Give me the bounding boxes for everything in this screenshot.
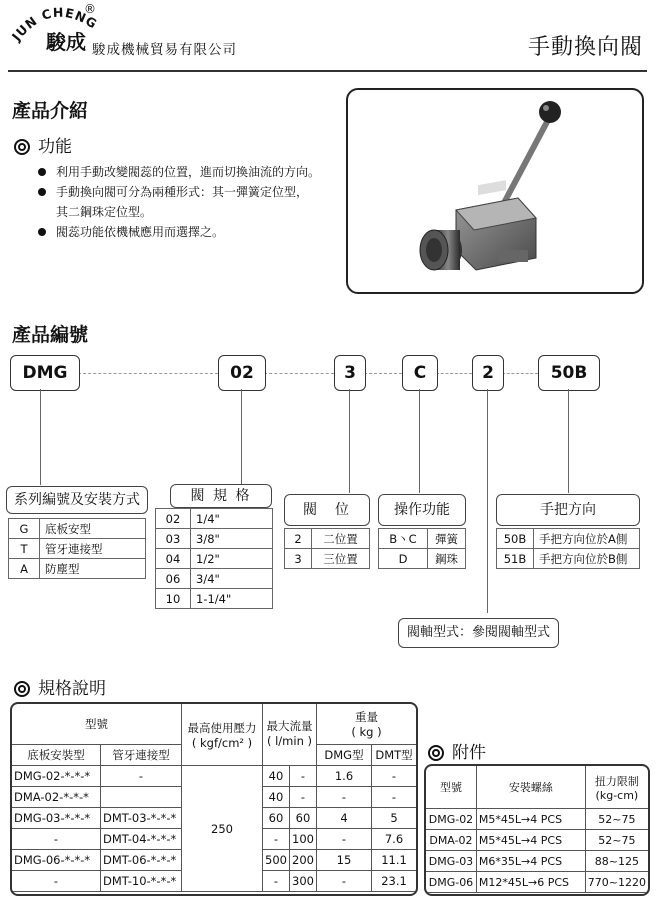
table-row: DMG-03-*-*-* DMT-03-*-*-* 60 60 4 5 [12,808,417,829]
bullet-3: 閥蕊功能依機械應用而選擇之。 [38,224,224,240]
handle-header: 手把方向 [496,494,640,526]
size-table [155,508,273,609]
page-title: 手動換向閥 [527,35,643,60]
registered-mark: ® [84,2,96,16]
handle-table [496,528,640,569]
dash-connector [364,373,402,374]
header-rule [8,70,647,72]
valve-illustration [348,90,642,292]
intro-section-title: 產品介紹 [12,100,89,122]
size-header: 閥 規 格 [170,484,272,508]
table-row: DMG-03 M6*35L→4 PCS 88~125 [426,851,649,872]
table-row: B丶C 彈簧 [379,529,466,549]
double-circle-icon [14,139,30,155]
table-row: 2 二位置 [285,529,370,549]
spec-section-title: 規格說明 [14,674,106,699]
table-row: DMG-02-*-*-* - 250 40 - 1.6 - [12,766,417,787]
table-row: T 管牙連接型 [9,539,146,559]
bullet-2: 手動換向閥可分為兩種形式：其一彈簧定位型， [38,184,308,200]
pressure-value: 250 [182,766,263,892]
company-name: 駿成機械貿易有限公司 [92,42,237,58]
code-series: DMG [10,355,80,391]
dash-connector [502,373,538,374]
table-row: 06 3/4" [156,569,273,589]
accessories-table-frame [424,764,650,896]
table-row: DMG-06 M12*45L→6 PCS 770~1220 [426,872,649,893]
table-row: DMA-02-*-*-* 40 - - - [12,787,417,808]
table-row: G 底板安型 [9,519,146,539]
dash-connector [264,373,334,374]
leader-position [349,389,350,493]
table-row: - DMT-10-*-*-* - 300 - 23.1 [12,871,417,892]
table-row: DMG-02 M5*45L→4 PCS 52~75 [426,809,649,830]
accessories-section-title: 附件 [428,738,486,763]
leader-operation [419,389,420,493]
code-operation: C [402,355,438,391]
spec-table-frame [10,702,418,896]
code-section-title: 產品編號 [12,324,89,346]
bullet-2-cont: 其二鋼珠定位型。 [56,205,153,219]
table-row: D 鋼珠 [379,549,466,569]
dash-connector [78,373,218,374]
table-row: 51B 手把方向位於B側 [497,549,640,569]
code-position: 3 [334,355,366,391]
table-row: DMG-06-*-*-* DMT-06-*-*-* 500 200 15 11.1 [12,850,417,871]
table-row: - DMT-04-*-*-* - 100 - 7.6 [12,829,417,850]
product-photo [346,88,644,294]
table-row: 10 1-1/4" [156,589,273,609]
spec-table: 型號 最高使用壓力 ( kgf/cm² ) 最大流量 ( l/min ) 重量 ( kg ) 底板安裝型 管牙連接型 DMG型 DMT型 DMG-02-*-*-* - 250 40 - 1.6 - DMA-02-*-*-* 40 - - - DMG-03-*-*-* DMT-03-*-*-* 60 60 4 5 - DMT-04-*-*-* - 100 - 7.6 DMG-06-*-*-* DMT-06-*-*-* 500 200 15 11.1 - DMT-10-*-*-* - 300 - 23.1 [11,703,417,892]
series-table [8,518,146,579]
position-table [284,528,370,569]
double-circle-icon [14,681,30,697]
bullet-dot-icon [38,168,46,176]
bullet-dot-icon [38,188,46,196]
leader-spool [487,389,488,613]
bullet-1: 利用手動改變閥蕊的位置，進而切換油流的方向。 [38,164,320,180]
accessories-table: 型號 安裝螺絲 扭力限制 (kg-cm) DMG-02 M5*45L→4 PCS 52~75 DMA-02 M5*45L→4 PCS 52~75 DMG-03 M6*35L→4 PCS 88~125 DMG-06 M12*45L→6 PCS 770~1220 [425,765,649,893]
dash-connector [436,373,472,374]
table-row: 04 1/2" [156,549,273,569]
leader-series [40,389,41,485]
operation-table [378,528,466,569]
operation-header: 操作功能 [378,494,466,526]
spool-type-note: 閥軸型式：參閱閥軸型式 [398,618,559,648]
function-title: 功能 [14,132,72,157]
logo-en-text: JUN CHENG [10,6,100,44]
code-handle: 50B [538,355,600,391]
series-header: 系列編號及安裝方式 [6,486,148,514]
table-row: A 防塵型 [9,559,146,579]
table-row: 02 1/4" [156,509,273,529]
code-size: 02 [218,355,266,391]
leader-size [241,389,242,485]
table-row: 50B 手把方向位於A側 [497,529,640,549]
leader-handle [568,389,569,493]
code-spool: 2 [472,355,504,391]
double-circle-icon [428,745,444,761]
logo-chinese: 駿成 [46,30,86,54]
table-row: 03 3/8" [156,529,273,549]
table-row: DMA-02 M5*45L→4 PCS 52~75 [426,830,649,851]
position-header: 閥 位 [284,494,370,526]
table-row: 3 三位置 [285,549,370,569]
bullet-dot-icon [38,228,46,236]
